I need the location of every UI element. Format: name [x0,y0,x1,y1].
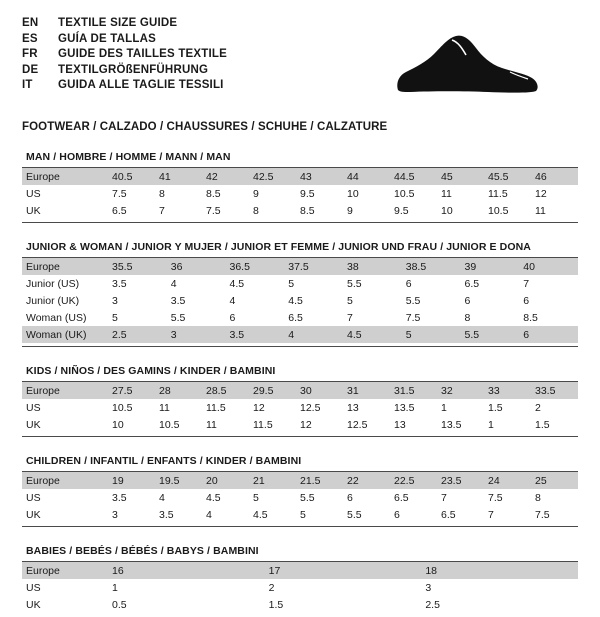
table-row [22,472,578,489]
size-cell: 6.5 [390,489,437,506]
size-cell: 42.5 [249,168,296,185]
size-cell: 45.5 [484,168,531,185]
language-code: ES [22,32,38,45]
size-cell: 9.5 [390,202,437,219]
size-cell: 12 [296,416,343,433]
size-cell: 3 [108,292,167,309]
size-cell: 36 [167,258,226,275]
size-cell: 39 [461,258,520,275]
size-cell: 5.5 [296,489,343,506]
size-cell: 7.5 [484,489,531,506]
row-label: Junior (UK) [22,292,108,309]
size-cell: 6 [519,292,578,309]
section-title: JUNIOR & WOMAN / JUNIOR Y MUJER / JUNIOR ET FEMME / JUNIOR UND FRAU / JUNIOR E DONA [26,241,531,253]
size-cell: 2.5 [421,596,578,613]
table-row [22,275,578,292]
size-cell: 6 [519,326,578,343]
size-cell: 3 [421,579,578,596]
size-cell: 5 [284,275,343,292]
size-cell: 36.5 [226,258,285,275]
size-cell: 6.5 [284,309,343,326]
section-title: MAN / HOMBRE / HOMME / MANN / MAN [26,151,231,163]
size-cell: 5 [402,326,461,343]
size-cell: 11.5 [202,399,249,416]
language-code: FR [22,48,38,61]
size-cell: 12.5 [343,416,390,433]
size-cell: 23.5 [437,472,484,489]
size-cell: 11.5 [249,416,296,433]
size-cell: 8 [531,489,578,506]
table-row [22,185,578,202]
size-cell: 1.5 [484,399,531,416]
size-cell: 11.5 [484,185,531,202]
size-cell: 4 [202,506,249,523]
size-cell: 33 [484,382,531,399]
size-cell: 4.5 [284,292,343,309]
category-line: FOOTWEAR / CALZADO / CHAUSSURES / SCHUHE / CALZATURE [22,121,388,133]
row-label: Europe [22,168,108,185]
size-cell: 6 [226,309,285,326]
size-cell: 40.5 [108,168,155,185]
size-cell: 3.5 [226,326,285,343]
size-cell: 8.5 [202,185,249,202]
size-cell: 6 [461,292,520,309]
size-cell: 9 [343,202,390,219]
language-row [22,78,227,94]
size-cell: 1.5 [531,416,578,433]
size-cell: 42 [202,168,249,185]
size-cell: 28 [155,382,202,399]
size-cell: 17 [265,562,422,579]
language-row [22,16,227,32]
size-cell: 8 [461,309,520,326]
row-label: Europe [22,562,108,579]
section-title: BABIES / BEBÉS / BÉBÉS / BABYS / BAMBINI [26,545,259,557]
language-code: EN [22,17,39,29]
size-cell: 44.5 [390,168,437,185]
size-table [22,382,578,433]
size-cell: 2.5 [108,326,167,343]
size-cell: 18 [421,562,578,579]
size-table [22,472,578,523]
size-cell: 5.5 [343,275,402,292]
size-cell: 3.5 [108,275,167,292]
size-cell: 1 [108,579,265,596]
language-row [22,47,227,63]
size-cell: 40 [519,258,578,275]
size-cell: 3 [108,506,155,523]
section-bottom-rule [22,436,578,437]
row-label: Europe [22,472,108,489]
row-label: Europe [22,258,108,275]
size-cell: 2 [265,579,422,596]
size-section [22,455,578,527]
size-cell: 6 [390,506,437,523]
size-cell: 25 [531,472,578,489]
row-label: Europe [22,382,108,399]
size-cell: 8 [155,185,202,202]
size-cell: 5 [108,309,167,326]
size-cell: 3.5 [108,489,155,506]
size-cell: 6.5 [108,202,155,219]
size-cell: 41 [155,168,202,185]
size-cell: 12 [531,185,578,202]
size-cell: 7.5 [202,202,249,219]
size-cell: 7.5 [402,309,461,326]
size-cell: 4.5 [249,506,296,523]
row-label: US [22,489,108,506]
row-label: US [22,579,108,596]
row-label: Woman (US) [22,309,108,326]
section-bottom-rule [22,526,578,527]
size-cell: 9 [249,185,296,202]
size-cell: 24 [484,472,531,489]
size-cell: 3 [167,326,226,343]
size-cell: 1 [484,416,531,433]
row-label: UK [22,416,108,433]
language-title: GUIDE DES TAILLES TEXTILE [58,48,227,61]
size-cell: 31 [343,382,390,399]
size-cell: 3.5 [155,506,202,523]
section-bottom-rule [22,222,578,223]
table-row [22,506,578,523]
size-cell: 12.5 [296,399,343,416]
size-table [22,168,578,219]
language-list [22,16,227,94]
section-bottom-rule [22,346,578,347]
size-sections [22,151,578,617]
size-cell: 46 [531,168,578,185]
language-title: TEXTILGRÖßENFÜHRUNG [58,63,209,76]
size-cell: 7 [343,309,402,326]
section-title: KIDS / NIÑOS / DES GAMINS / KINDER / BAMBINI [26,365,276,377]
size-cell: 13 [390,416,437,433]
size-cell: 5 [343,292,402,309]
size-cell: 44 [343,168,390,185]
row-label: US [22,399,108,416]
size-cell: 6.5 [461,275,520,292]
size-cell: 1.5 [265,596,422,613]
size-cell: 13.5 [437,416,484,433]
size-table [22,562,578,613]
size-section [22,365,578,437]
size-cell: 8.5 [296,202,343,219]
size-cell: 13 [343,399,390,416]
table-row [22,579,578,596]
size-cell: 43 [296,168,343,185]
size-cell: 0.5 [108,596,265,613]
size-section [22,241,578,347]
section-title: CHILDREN / INFANTIL / ENFANTS / KINDER / BAMBINI [26,455,302,467]
size-cell: 11 [202,416,249,433]
table-row [22,168,578,185]
size-cell: 6 [402,275,461,292]
size-cell: 5 [296,506,343,523]
size-cell: 11 [437,185,484,202]
size-cell: 3.5 [167,292,226,309]
table-row [22,399,578,416]
language-title: GUIDA ALLE TAGLIE TESSILI [58,79,224,92]
size-cell: 4 [167,275,226,292]
size-cell: 4.5 [202,489,249,506]
size-cell: 1 [437,399,484,416]
table-row [22,309,578,326]
row-label: UK [22,202,108,219]
size-cell: 37.5 [284,258,343,275]
size-cell: 13.5 [390,399,437,416]
size-cell: 4 [155,489,202,506]
size-cell: 19 [108,472,155,489]
size-section [22,151,578,223]
table-row [22,489,578,506]
size-cell: 21 [249,472,296,489]
size-cell: 4 [226,292,285,309]
size-cell: 38 [343,258,402,275]
size-cell: 5.5 [461,326,520,343]
size-cell: 7 [519,275,578,292]
table-row [22,562,578,579]
size-cell: 11 [531,202,578,219]
size-cell: 4.5 [226,275,285,292]
size-cell: 5.5 [167,309,226,326]
size-cell: 6 [343,489,390,506]
size-cell: 32 [437,382,484,399]
row-label: US [22,185,108,202]
language-row [22,32,227,48]
size-cell: 30 [296,382,343,399]
size-cell: 22.5 [390,472,437,489]
table-row [22,326,578,343]
size-cell: 12 [249,399,296,416]
table-row [22,416,578,433]
size-cell: 2 [531,399,578,416]
language-row [22,63,227,79]
size-cell: 45 [437,168,484,185]
language-code: DE [22,63,39,76]
size-cell: 10.5 [484,202,531,219]
size-cell: 4.5 [343,326,402,343]
language-title: TEXTILE SIZE GUIDE [58,17,178,29]
row-label: UK [22,596,108,613]
table-row [22,382,578,399]
language-code: IT [22,79,33,92]
size-cell: 10.5 [155,416,202,433]
size-cell: 11 [155,399,202,416]
size-cell: 10.5 [108,399,155,416]
row-label: Junior (US) [22,275,108,292]
size-cell: 10 [437,202,484,219]
size-cell: 10 [343,185,390,202]
row-label: Woman (UK) [22,326,108,343]
size-cell: 7.5 [531,506,578,523]
size-cell: 5.5 [402,292,461,309]
table-row [22,596,578,613]
size-cell: 21.5 [296,472,343,489]
size-cell: 22 [343,472,390,489]
size-cell: 28.5 [202,382,249,399]
size-cell: 29.5 [249,382,296,399]
row-label: UK [22,506,108,523]
size-table [22,258,578,343]
size-cell: 7 [155,202,202,219]
size-cell: 19.5 [155,472,202,489]
language-title: GUÍA DE TALLAS [58,32,156,45]
size-cell: 8.5 [519,309,578,326]
size-cell: 4 [284,326,343,343]
table-row [22,292,578,309]
size-cell: 27.5 [108,382,155,399]
dress-shoe-silhouette-icon [392,30,542,105]
size-cell: 31.5 [390,382,437,399]
size-cell: 9.5 [296,185,343,202]
size-cell: 20 [202,472,249,489]
size-cell: 10 [108,416,155,433]
table-row [22,258,578,275]
size-cell: 7.5 [108,185,155,202]
size-cell: 6.5 [437,506,484,523]
size-cell: 16 [108,562,265,579]
size-cell: 8 [249,202,296,219]
table-row [22,202,578,219]
size-cell: 38.5 [402,258,461,275]
size-cell: 33.5 [531,382,578,399]
size-cell: 10.5 [390,185,437,202]
size-cell: 7 [437,489,484,506]
size-cell: 7 [484,506,531,523]
size-cell: 5.5 [343,506,390,523]
header [22,16,578,105]
size-cell: 35.5 [108,258,167,275]
size-section [22,545,578,617]
size-cell: 5 [249,489,296,506]
